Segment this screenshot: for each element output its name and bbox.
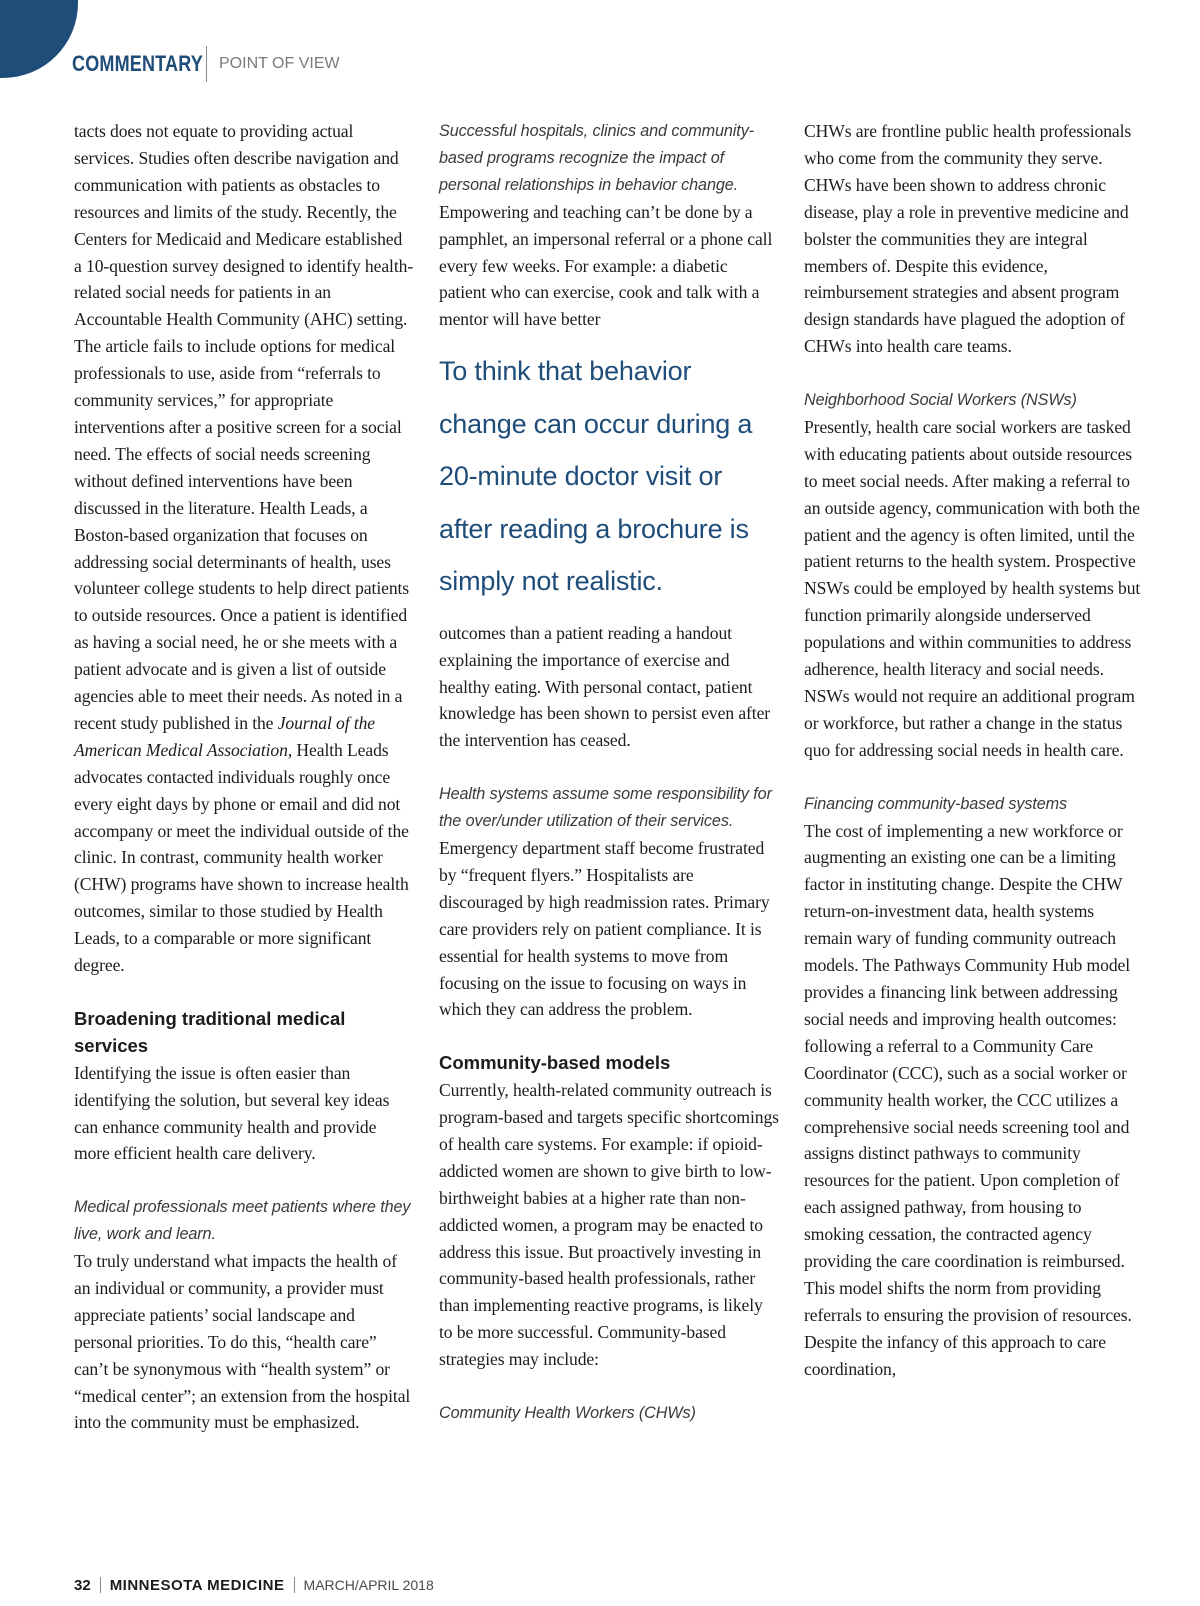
paragraph-text: tacts does not equate to providing actual services. Studies often describe navigation and communication with patients as obstacles to resources and limits of the study. Recently, the Centers for Medicaid and Medicare established a 10-question survey designed to identify health-related social needs for patients in an Accountable Health Community (AHC) setting. The article fails to include options for medical professionals to use, aside from “referrals to community services,” for appropriate interventions after a positive screen for a social need. The effects of social needs screening without defined interventions have been discussed in the literature. Health Leads, a Boston-based organization that focuses on addressing social determinants of health, uses volunteer college students to help direct patients to outside resources. Once a patient is identified as having a social need, he or she meets with a patient advocate and is given a list of outside agencies able to meet their needs. As noted in a recent study published in the	[74, 121, 414, 733]
section-heading-community: Community-based models	[439, 1052, 671, 1074]
body-paragraph: Emergency department staff become frustrated by “frequent flyers.” Hospitalists are discouraged by high readmission rates. Primary care providers rely on patient compliance. It is essential for health systems to move from focusing on the issue to focusing on ways in which they can address the problem.	[439, 837, 770, 1020]
section-heading-broadening: Broadening traditional medical services	[74, 1007, 346, 1056]
body-paragraph: Presently, health care social workers are tasked with educating patients about outside resources to meet social needs. After making a referral to an outside agency, communication with both the patient and the agency is often limited, until the patient returns to the health system. Prospective NSWs could be employed by health systems but function primarily alongside underserved populations and within communities to address adherence, health literacy and social needs. NSWs would not require an additional program or workforce, but rather a change in the status quo for addressing social needs in health care.	[804, 416, 1141, 760]
subheading-italic: Community Health Workers (CHWs)	[439, 1403, 696, 1422]
footer-divider	[100, 1577, 101, 1593]
body-paragraph	[74, 118, 414, 979]
body-paragraph: Currently, health-related community outreach is program-based and targets specific shortcomings of health care systems. For example: if opioid-addicted women are shown to give birth to low-birthweight babies at a higher rate than non-addicted women, a program may be enacted to address this issue. But proactively investing in community-based health professionals, rather than implementing reactive programs, is likely to be more successful. Community-based strategies may include:	[439, 1080, 779, 1370]
footer-divider	[294, 1577, 295, 1593]
article-column-2	[439, 118, 779, 1427]
subheading-italic: Financing community-based systems	[804, 794, 1067, 813]
pull-quote: To think that behavior change can occur during a 20-minute doctor visit or after reading a brochure is simply not realistic.	[439, 356, 753, 597]
subheading-italic: Successful hospitals, clinics and community-based programs recognize the impact of personal relationships in behavior change.	[439, 122, 754, 194]
subheading-italic: Neighborhood Social Workers (NSWs)	[804, 391, 1077, 410]
body-paragraph: outcomes than a patient reading a handout explaining the importance of exercise and healthy eating. With personal contact, patient knowledge has been shown to persist even after the intervention has ceased.	[439, 622, 771, 751]
journal-title: Journal of the American Medical Association	[74, 712, 376, 760]
page-footer	[74, 1574, 434, 1596]
subheading-italic: Health systems assume some responsibility for the over/under utilization of their services.	[439, 785, 772, 831]
subsection-label: POINT OF VIEW	[219, 55, 340, 72]
subheading-italic: Medical professionals meet patients where they live, work and learn.	[74, 1198, 411, 1244]
article-column-1	[74, 118, 414, 1436]
article-column-3	[804, 118, 1144, 1383]
body-paragraph: Empowering and teaching can’t be done by a pamphlet, an impersonal referral or a phone call every few weeks. For example: a diabetic patient who can exercise, cook and talk with a mentor will have better	[439, 201, 773, 330]
section-label: COMMENTARY	[72, 51, 203, 76]
page-number: 32	[74, 1576, 91, 1594]
paragraph-text: , Health Leads advocates contacted individuals roughly once every eight days by phone or email and did not accompany or meet the individual outside of the clinic. In contrast, community health worker (CHW) programs have shown to increase health outcomes, similar to those studied by Health Leads, to a comparable or more significant degree.	[74, 739, 409, 976]
body-paragraph: Identifying the issue is often easier than identifying the solution, but several key ideas can enhance community health and provide more efficient health care delivery.	[74, 1062, 390, 1164]
magazine-name: MINNESOTA MEDICINE	[109, 1576, 285, 1594]
page-header	[72, 46, 340, 82]
header-divider	[206, 46, 207, 82]
body-paragraph: The cost of implementing a new workforce or augmenting an existing one can be a limiting factor in instituting change. Despite the CHW return-on-investment data, health systems remain wary of funding community outreach models. The Pathways Community Hub model provides a financing link between addressing social needs and improving health outcomes: following a referral to a Community Care Coordinator (CCC), such as a social worker or community health worker, the CCC utilizes a comprehensive social needs screening tool and assigns distinct pathways to community resources for the patient. Upon completion of each assigned pathway, from housing to smoking cessation, the contracted agency providing the care coordination is reimbursed. This model shifts the norm from providing referrals to ensuring the provision of resources. Despite the infancy of this approach to care coordination,	[804, 820, 1132, 1379]
corner-accent-decoration	[0, 0, 78, 78]
issue-date: MARCH/APRIL 2018	[303, 1577, 434, 1593]
body-paragraph: CHWs are frontline public health professionals who come from the community they serve. CHWs have been shown to address chronic disease, play a role in preventive medicine and bolster the communities they are integral members of. Despite this evidence, reimbursement strategies and absent program design standards have plagued the adoption of CHWs into health care teams.	[804, 121, 1132, 357]
body-paragraph: To truly understand what impacts the health of an individual or community, a provider must appreciate patients’ social landscape and personal priorities. To do this, “health care” can’t be synonymous with “health system” or “medical center”; an extension from the hospital into the community must be emphasized.	[74, 1251, 411, 1433]
